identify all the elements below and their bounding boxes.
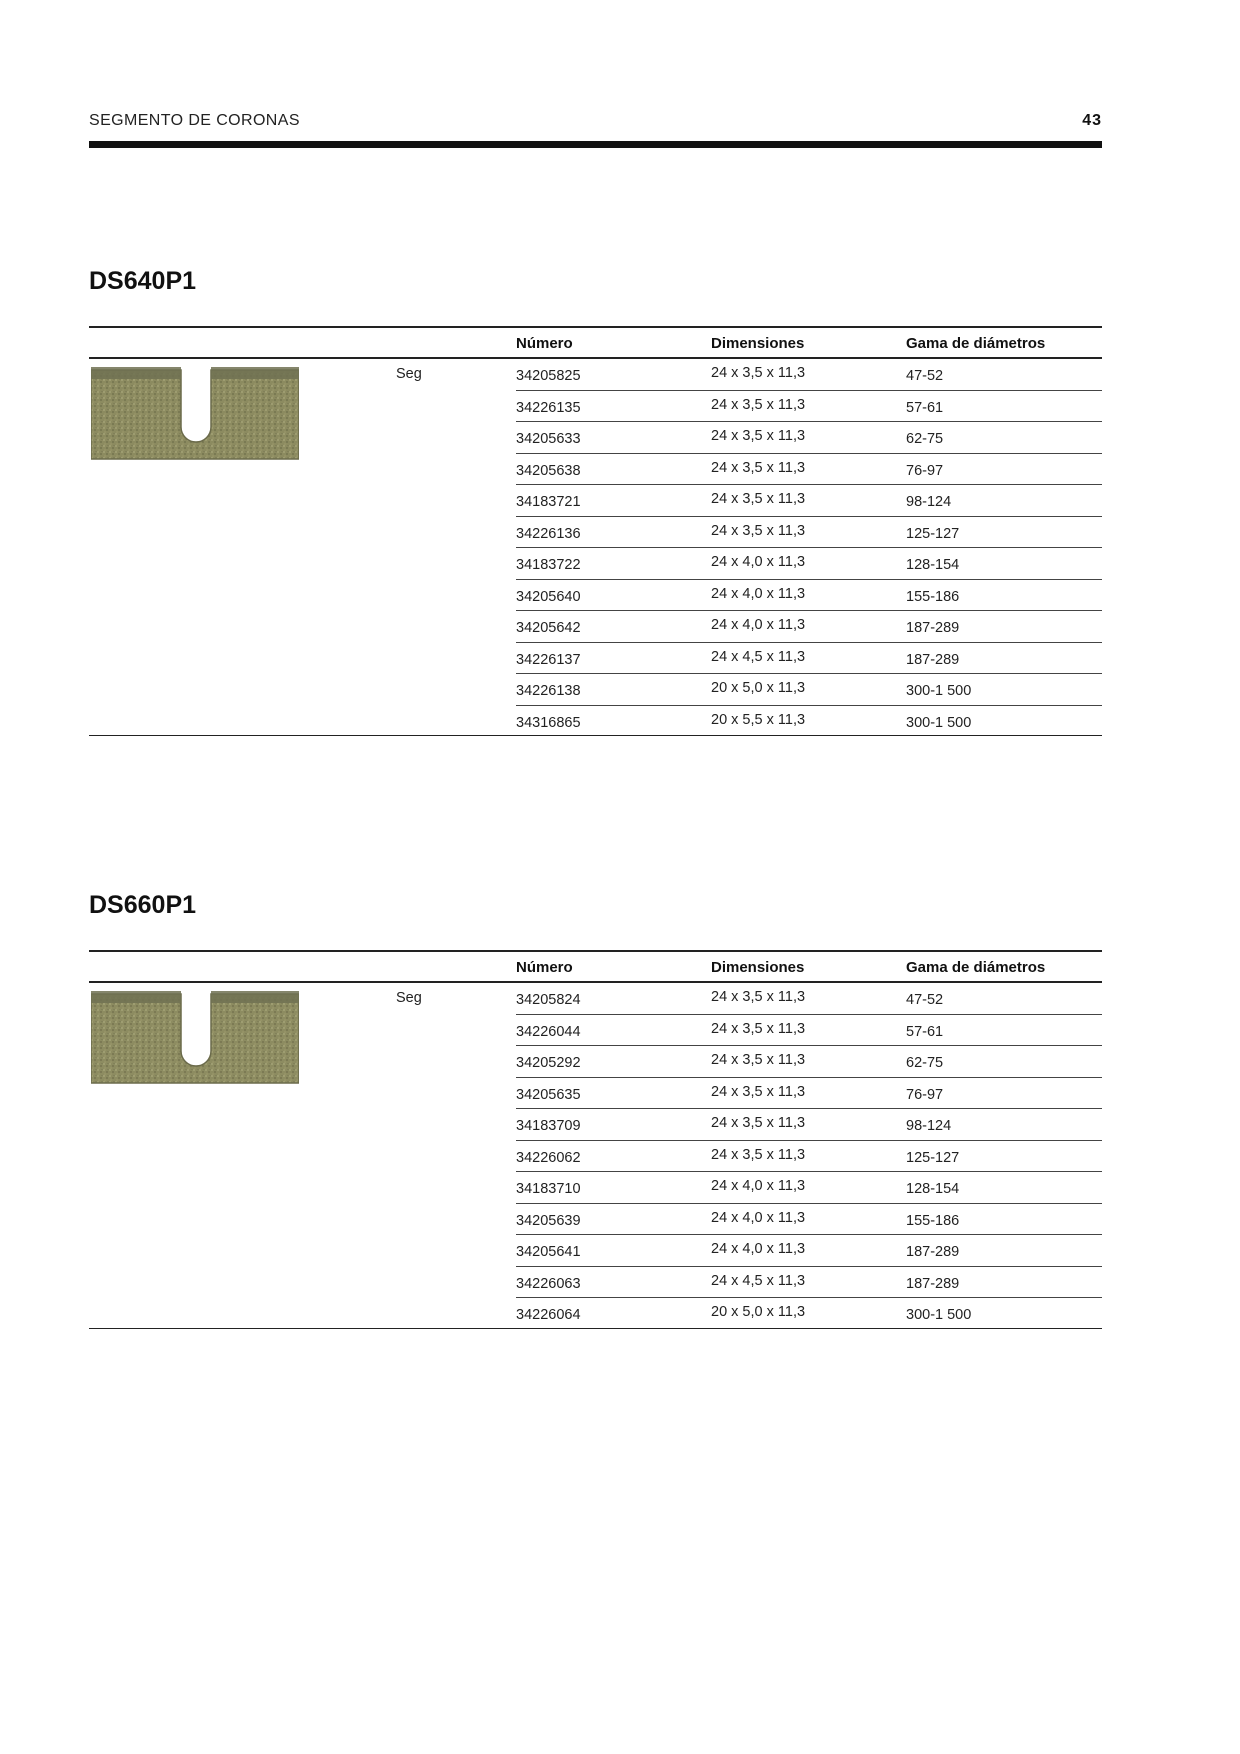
dimensions-cell: 24 x 3,5 x 11,3 (711, 1115, 806, 1131)
diameter-range-cell: 76-97 (906, 462, 944, 479)
product-number: 34183709 (516, 1118, 581, 1134)
dimensions-cell: 20 x 5,0 x 11,3 (711, 1304, 806, 1320)
dimensions-cell: 20 x 5,5 x 11,3 (711, 711, 806, 728)
product-number: 34226138 (516, 683, 581, 699)
product-number: 34183710 (516, 1181, 581, 1197)
table-row (516, 611, 1102, 643)
table-row (516, 422, 1102, 454)
section-title: DS640P1 (89, 267, 197, 295)
table-row (516, 1172, 1102, 1204)
column-header-number: Número (516, 959, 573, 976)
diameter-range-cell: 187-289 (906, 1275, 960, 1292)
diameter-range-cell: 300-1 500 (906, 1307, 972, 1323)
diameter-range-cell: 47-52 (906, 992, 944, 1008)
dimensions-cell: 24 x 3,5 x 11,3 (711, 428, 806, 444)
product-number: 34205635 (516, 1086, 581, 1103)
dimensions-cell: 24 x 4,0 x 11,3 (711, 1209, 806, 1226)
diameter-range-cell: 57-61 (906, 1023, 944, 1040)
table-row (516, 1204, 1102, 1236)
table-row (516, 983, 1102, 1015)
diameter-range-cell: 62-75 (906, 431, 944, 447)
table-row (516, 1015, 1102, 1047)
table-row (516, 706, 1102, 737)
product-number: 34205639 (516, 1212, 581, 1229)
diameter-range-cell: 125-127 (906, 525, 960, 542)
product-number: 34183722 (516, 557, 581, 573)
table-row (516, 643, 1102, 675)
table-header (89, 950, 1102, 983)
diameter-range-cell: 300-1 500 (906, 683, 972, 699)
diameter-range-cell: 187-289 (906, 1244, 960, 1260)
column-header-number: Número (516, 335, 573, 352)
product-number: 34226062 (516, 1149, 581, 1166)
dimensions-cell: 24 x 4,5 x 11,3 (711, 648, 806, 665)
dimensions-cell: 24 x 3,5 x 11,3 (711, 522, 806, 539)
dimensions-cell: 24 x 4,0 x 11,3 (711, 1178, 806, 1194)
table-row (516, 454, 1102, 486)
table-row (516, 1109, 1102, 1141)
product-number: 34205633 (516, 431, 581, 447)
table-row (516, 1267, 1102, 1299)
product-number: 34226136 (516, 525, 581, 542)
table-bottom-rule (89, 735, 1102, 736)
diameter-range-cell: 62-75 (906, 1055, 944, 1071)
table-bottom-rule (89, 1328, 1102, 1329)
page-number: 43 (1082, 112, 1102, 129)
type-label: Seg (396, 990, 422, 1006)
table-row (516, 580, 1102, 612)
table-body (89, 983, 1102, 1329)
column-header-diameter-range: Gama de diámetros (906, 335, 1046, 352)
product-number: 34205824 (516, 992, 581, 1008)
diameter-range-cell: 128-154 (906, 1181, 960, 1197)
diameter-range-cell: 76-97 (906, 1086, 944, 1103)
diameter-range-cell: 128-154 (906, 557, 960, 573)
product-number: 34205825 (516, 368, 581, 384)
section-title: DS660P1 (89, 891, 197, 919)
product-number: 34226063 (516, 1275, 581, 1292)
column-header-dimensions: Dimensiones (711, 335, 805, 352)
column-header-dimensions: Dimensiones (711, 959, 805, 976)
product-number: 34226044 (516, 1023, 581, 1040)
product-number: 34205640 (516, 588, 581, 605)
dimensions-cell: 24 x 3,5 x 11,3 (711, 989, 806, 1005)
dimensions-cell: 24 x 3,5 x 11,3 (711, 396, 806, 413)
diameter-range-cell: 155-186 (906, 1212, 960, 1229)
dimensions-cell: 24 x 4,0 x 11,3 (711, 617, 806, 633)
product-number: 34226137 (516, 651, 581, 668)
diameter-range-cell: 155-186 (906, 588, 960, 605)
product-number: 34226064 (516, 1307, 581, 1323)
diameter-range-cell: 57-61 (906, 399, 944, 416)
table-row (516, 1046, 1102, 1078)
column-header-diameter-range: Gama de diámetros (906, 959, 1046, 976)
table-row (516, 517, 1102, 549)
table-row (516, 359, 1102, 391)
table-row (516, 548, 1102, 580)
diameter-range-cell: 47-52 (906, 368, 944, 384)
header-rule (89, 141, 1102, 148)
dimensions-cell: 24 x 3,5 x 11,3 (711, 1146, 806, 1163)
dimensions-cell: 24 x 3,5 x 11,3 (711, 1020, 806, 1037)
header-title: SEGMENTO DE CORONAS (89, 112, 300, 129)
table-header (89, 326, 1102, 359)
dimensions-cell: 24 x 4,0 x 11,3 (711, 554, 806, 570)
dimensions-cell: 24 x 3,5 x 11,3 (711, 459, 806, 476)
product-number: 34205642 (516, 620, 581, 636)
table-row (516, 485, 1102, 517)
product-number: 34205641 (516, 1244, 581, 1260)
diameter-range-cell: 98-124 (906, 494, 952, 510)
table-row (516, 391, 1102, 423)
product-table (89, 950, 1102, 1329)
product-number: 34205292 (516, 1055, 581, 1071)
dimensions-cell: 20 x 5,0 x 11,3 (711, 680, 806, 696)
product-number: 34226135 (516, 399, 581, 416)
product-table (89, 326, 1102, 736)
diameter-range-cell: 187-289 (906, 651, 960, 668)
table-row (516, 1298, 1102, 1329)
product-number: 34183721 (516, 494, 581, 510)
table-body (89, 359, 1102, 736)
table-row (516, 1235, 1102, 1267)
product-number: 34205638 (516, 462, 581, 479)
dimensions-cell: 24 x 3,5 x 11,3 (711, 1052, 806, 1068)
diameter-range-cell: 98-124 (906, 1118, 952, 1134)
diameter-range-cell: 125-127 (906, 1149, 960, 1166)
table-row (516, 1078, 1102, 1110)
diameter-range-cell: 300-1 500 (906, 714, 972, 731)
dimensions-cell: 24 x 3,5 x 11,3 (711, 1083, 806, 1100)
table-row (516, 674, 1102, 706)
dimensions-cell: 24 x 4,0 x 11,3 (711, 585, 806, 602)
dimensions-cell: 24 x 4,0 x 11,3 (711, 1241, 806, 1257)
table-row (516, 1141, 1102, 1173)
page-header (89, 112, 1102, 132)
dimensions-cell: 24 x 3,5 x 11,3 (711, 365, 806, 381)
product-number: 34316865 (516, 714, 581, 731)
dimensions-cell: 24 x 3,5 x 11,3 (711, 491, 806, 507)
dimensions-cell: 24 x 4,5 x 11,3 (711, 1272, 806, 1289)
diameter-range-cell: 187-289 (906, 620, 960, 636)
type-label: Seg (396, 366, 422, 382)
